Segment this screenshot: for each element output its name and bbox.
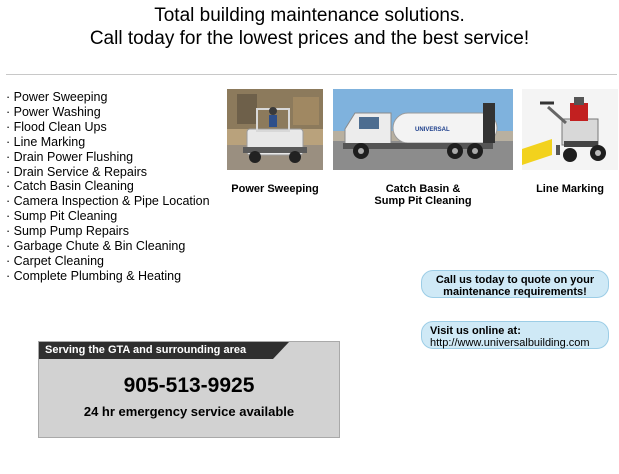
website-url-link[interactable]: http://www.universalbuilding.com <box>430 337 590 349</box>
headline-line-1: Total building maintenance solutions. <box>154 5 465 26</box>
contact-box <box>38 341 340 438</box>
catch-basin-caption-line-2: Sump Pit Cleaning <box>374 195 472 207</box>
catch-basin-caption-line-1: Catch Basin & <box>385 183 461 195</box>
service-item: · Line Marking <box>6 134 86 149</box>
service-item: · Power Sweeping <box>6 90 108 104</box>
power-sweeping-caption: Power Sweeping <box>231 183 319 195</box>
power-sweeping-photo <box>227 89 323 170</box>
line-marking-caption: Line Marking <box>536 183 604 195</box>
headline-line-2: Call today for the lowest prices and the best service! <box>89 28 530 49</box>
quote-callout-line-1: Call us today to quote on your <box>435 274 595 286</box>
website-callout-label: Visit us online at: <box>430 325 521 337</box>
catch-basin-caption <box>333 183 513 207</box>
website-callout[interactable] <box>421 321 609 349</box>
phone-number: 905-513-9925 <box>123 374 255 397</box>
service-item: · Camera Inspection & Pipe Location <box>6 194 210 209</box>
service-item: · Garbage Chute & Bin Cleaning <box>6 239 186 254</box>
divider <box>6 74 617 75</box>
services-list <box>6 90 210 284</box>
service-item: · Sump Pump Repairs <box>6 224 129 239</box>
service-item: · Power Washing <box>6 104 101 119</box>
service-item: · Sump Pit Cleaning <box>6 209 118 224</box>
emergency-service-text: 24 hr emergency service available <box>83 404 295 419</box>
service-item: · Drain Power Flushing <box>6 149 134 164</box>
service-item: · Drain Service & Repairs <box>6 164 148 179</box>
catch-basin-truck-photo <box>333 89 513 170</box>
headline <box>0 4 619 50</box>
truck-logo-text: UNIVERSAL <box>415 127 450 133</box>
service-item: · Flood Clean Ups <box>6 119 107 134</box>
service-item: · Carpet Cleaning <box>6 253 104 268</box>
quote-callout[interactable] <box>421 270 609 298</box>
service-area-tab: Serving the GTA and surrounding area <box>39 342 273 359</box>
service-item: · Catch Basin Cleaning <box>6 179 134 194</box>
quote-callout-line-2: maintenance requirements! <box>443 286 587 298</box>
service-item: · Complete Plumbing & Heating <box>6 268 182 283</box>
line-marking-photo <box>522 89 618 170</box>
